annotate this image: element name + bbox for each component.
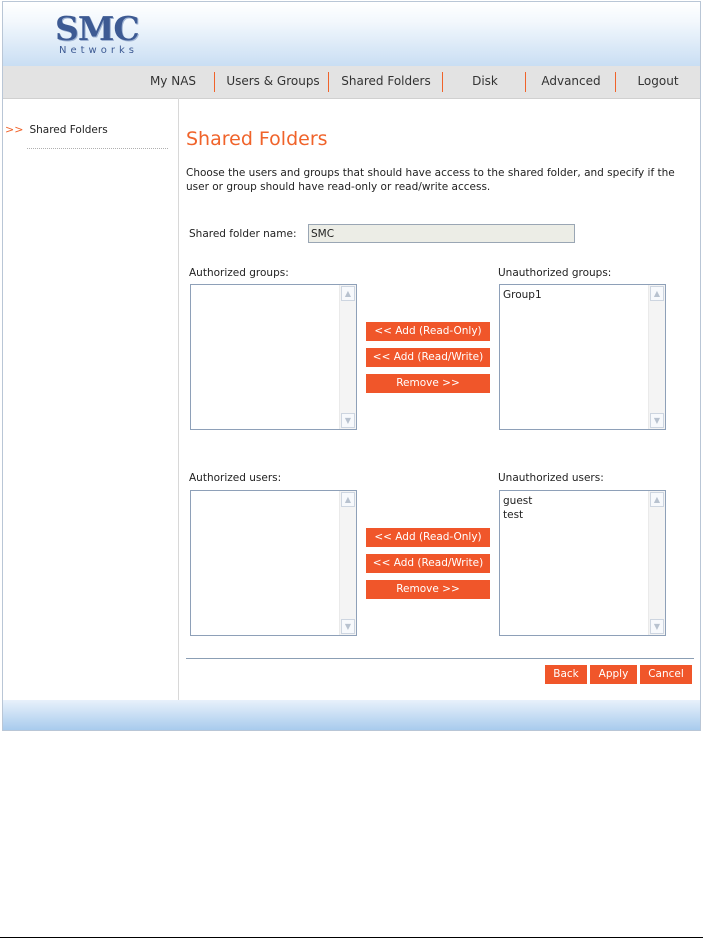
remove-users-button[interactable]: Remove >>	[366, 580, 490, 599]
scrollbar[interactable]	[648, 491, 665, 635]
unauthorized-users-list[interactable]	[499, 490, 666, 636]
logo-wordmark: SMC	[55, 9, 139, 48]
app-window	[2, 1, 701, 731]
add-read-only-users-button[interactable]: << Add (Read-Only)	[366, 528, 490, 547]
scroll-down-icon[interactable]: ▼	[341, 413, 355, 428]
scrollbar[interactable]	[648, 285, 665, 429]
page-title: Shared Folders	[186, 128, 328, 150]
content-divider	[186, 658, 694, 659]
footer-bar	[3, 700, 700, 730]
folder-name-input[interactable]	[308, 224, 575, 243]
sidebar-item-label: Shared Folders	[29, 124, 108, 136]
logo-tagline: Networks	[59, 45, 138, 56]
nav-separator	[525, 72, 526, 92]
sidebar-divider	[27, 148, 168, 149]
nav-separator	[214, 72, 215, 92]
main-content	[186, 98, 698, 703]
apply-button[interactable]: Apply	[590, 665, 637, 684]
nav-separator	[615, 72, 616, 92]
sidebar	[3, 98, 179, 703]
nav-logout[interactable]: Logout	[637, 74, 679, 88]
unauthorized-groups-list[interactable]	[499, 284, 666, 430]
list-item[interactable]: test	[503, 509, 524, 521]
nav-disk[interactable]: Disk	[472, 74, 498, 88]
folder-name-colon: :	[293, 228, 297, 240]
scroll-up-icon[interactable]: ▲	[650, 492, 664, 507]
header-banner	[3, 2, 700, 66]
scroll-down-icon[interactable]: ▼	[650, 413, 664, 428]
remove-groups-button[interactable]: Remove >>	[366, 374, 490, 393]
add-read-only-groups-button[interactable]: << Add (Read-Only)	[366, 322, 490, 341]
authorized-users-label: Authorized users:	[189, 472, 282, 484]
scroll-up-icon[interactable]: ▲	[650, 286, 664, 301]
top-nav	[3, 66, 700, 99]
list-items	[503, 494, 647, 522]
page-description: Choose the users and groups that should have access to the shared folder, and specify if the user or group should have read-only or read/write access.	[186, 167, 675, 193]
list-items	[503, 288, 647, 302]
unauthorized-users-label: Unauthorized users:	[498, 472, 604, 484]
list-item[interactable]: Group1	[503, 289, 542, 301]
scrollbar[interactable]	[339, 285, 356, 429]
nav-separator	[442, 72, 443, 92]
unauthorized-groups-label: Unauthorized groups:	[498, 267, 612, 279]
list-item[interactable]: guest	[503, 495, 533, 507]
arrow-icon: >>	[5, 123, 24, 136]
scroll-up-icon[interactable]: ▲	[341, 286, 355, 301]
smc-logo	[55, 11, 155, 59]
scroll-down-icon[interactable]: ▼	[650, 619, 664, 634]
scroll-up-icon[interactable]: ▲	[341, 492, 355, 507]
authorized-groups-list[interactable]	[190, 284, 357, 430]
add-read-write-groups-button[interactable]: << Add (Read/Write)	[366, 348, 490, 367]
nav-advanced[interactable]: Advanced	[541, 74, 601, 88]
scroll-down-icon[interactable]: ▼	[341, 619, 355, 634]
nav-separator	[328, 72, 329, 92]
nav-shared-folders[interactable]: Shared Folders	[341, 74, 431, 88]
authorized-groups-label: Authorized groups:	[189, 267, 289, 279]
add-read-write-users-button[interactable]: << Add (Read/Write)	[366, 554, 490, 573]
sidebar-item-shared-folders[interactable]	[5, 122, 108, 138]
scrollbar[interactable]	[339, 491, 356, 635]
folder-name-label: Shared folder name	[189, 228, 293, 240]
cancel-button[interactable]: Cancel	[640, 665, 692, 684]
authorized-users-list[interactable]	[190, 490, 357, 636]
nav-my-nas[interactable]: My NAS	[149, 74, 197, 88]
page-bottom-rule	[0, 937, 703, 938]
nav-users-groups[interactable]: Users & Groups	[226, 74, 320, 88]
back-button[interactable]: Back	[545, 665, 587, 684]
